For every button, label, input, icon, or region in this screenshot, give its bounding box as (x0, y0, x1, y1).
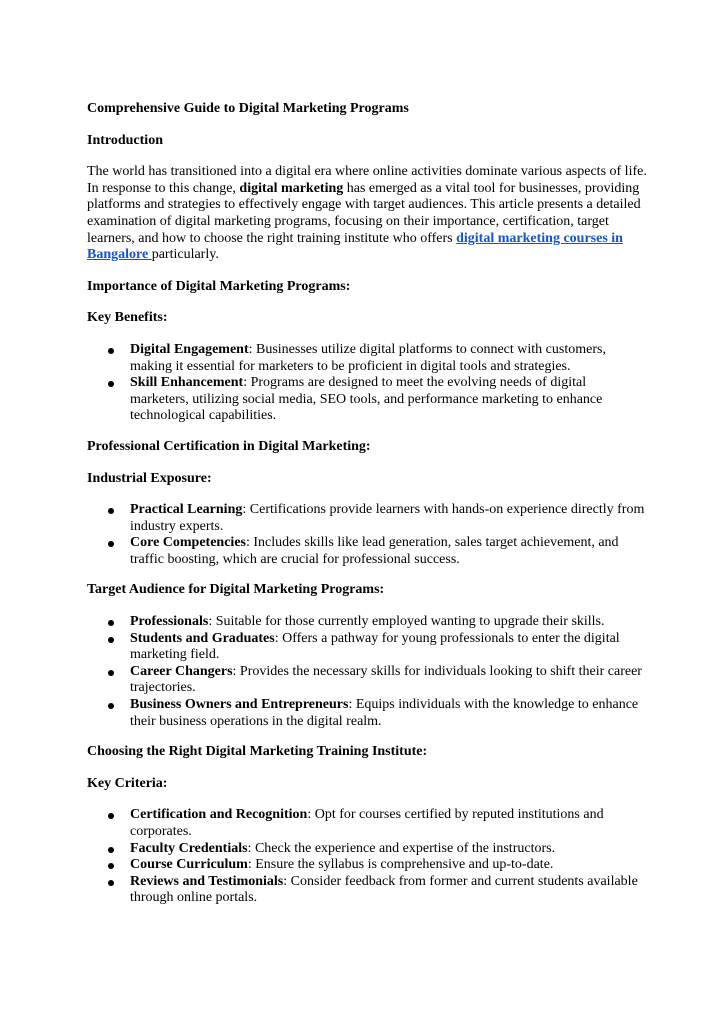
list-item-term: Course Curriculum (130, 857, 248, 873)
list-item-desc: : Offers a pathway for young professionals to enter the digital marketing field. (130, 630, 620, 663)
list-item-desc: : Businesses utilize digital platforms to connect with customers, making it essential for marketers to be proficient in digital tools and strategies. (130, 341, 606, 374)
bullet-icon (108, 381, 114, 387)
intro-paragraph (87, 164, 647, 264)
importance-heading: Importance of Digital Marketing Programs: (87, 278, 351, 294)
bullet-icon (108, 348, 114, 354)
choosing-institute-heading: Choosing the Right Digital Marketing Training Institute: (87, 744, 428, 760)
list-item (130, 874, 647, 907)
bullet-icon (108, 863, 114, 869)
certification-heading: Professional Certification in Digital Marketing: (87, 438, 371, 454)
industrial-exposure-heading: Industrial Exposure: (87, 470, 212, 486)
list-item-term: Career Changers (130, 663, 233, 679)
list-item-desc: : Includes skills like lead generation, sales target achievement, and traffic boosting, which are crucial for professional success. (130, 535, 619, 567)
intro-text-3: particularly. (151, 247, 219, 263)
list-item-desc: : Programs are designed to meet the evolving needs of digital marketers, utilizing social media, SEO tools, and performance marketing to enhance technological capabilities. (130, 375, 603, 424)
list-item-desc: : Provides the necessary skills for individuals looking to shift their career trajectories. (130, 663, 642, 696)
intro-heading: Introduction (87, 132, 163, 148)
bangalore-courses-link[interactable]: digital marketing courses in Bangalore (87, 230, 623, 263)
document-body (87, 101, 647, 921)
list-item (130, 631, 647, 664)
list-item-term: Core Competencies (130, 535, 246, 551)
key-benefits-list (87, 342, 647, 425)
bullet-icon (108, 508, 114, 514)
target-audience-list (87, 614, 647, 730)
bullet-icon (108, 847, 114, 853)
list-item (130, 614, 647, 631)
industrial-exposure-list (87, 502, 647, 568)
list-item (130, 807, 647, 840)
list-item-desc: : Check the experience and expertise of the instructors. (247, 840, 556, 856)
list-item-desc: : Suitable for those currently employed wanting to upgrade their skills. (208, 614, 605, 630)
list-item-desc: : Opt for courses certified by reputed institutions and corporates. (130, 807, 604, 839)
list-item (130, 697, 647, 730)
bullet-icon (108, 541, 114, 547)
list-item-term: Reviews and Testimonials (130, 873, 284, 889)
bullet-icon (108, 880, 114, 886)
list-item-term: Certification and Recognition (130, 807, 308, 823)
list-item (130, 342, 647, 375)
key-criteria-list (87, 807, 647, 907)
list-item-term: Business Owners and Entrepreneurs (130, 697, 349, 713)
intro-bold-term: digital marketing (239, 180, 344, 196)
list-item-term: Faculty Credentials (130, 840, 248, 856)
list-item (130, 841, 647, 858)
key-benefits-heading: Key Benefits: (87, 310, 168, 326)
list-item-term: Students and Graduates (130, 630, 275, 646)
bullet-icon (108, 637, 114, 643)
list-item (130, 502, 647, 535)
target-audience-heading: Target Audience for Digital Marketing Programs: (87, 582, 385, 598)
list-item-term: Practical Learning (130, 502, 243, 518)
bullet-icon (108, 670, 114, 676)
list-item-desc: : Ensure the syllabus is comprehensive and up-to-date. (247, 857, 554, 873)
bullet-icon (108, 620, 114, 626)
document-title: Comprehensive Guide to Digital Marketing Programs (87, 101, 409, 116)
intro-text-2: has emerged as a vital tool for businesses, providing platforms and strategies to effectively engage with target audiences. This article presents a detailed examination of digital marketing programs, focusing on their importance, certification, target learners, and how to choose the right training institute who offers (87, 180, 641, 246)
list-item-term: Digital Engagement (130, 341, 249, 357)
list-item (130, 375, 647, 425)
list-item-desc: : Consider feedback from former and current students available through online portals. (130, 873, 638, 906)
list-item-desc: : Certifications provide learners with hands-on experience directly from industry experts. (130, 502, 645, 534)
bullet-icon (108, 813, 114, 819)
list-item-term: Professionals (130, 614, 209, 630)
key-criteria-heading: Key Criteria: (87, 775, 168, 791)
list-item (130, 664, 647, 697)
list-item-desc: : Equips individuals with the knowledge to enhance their business operations in the digital realm. (130, 697, 639, 729)
bullet-icon (108, 703, 114, 709)
list-item (130, 857, 647, 874)
list-item (130, 535, 647, 568)
intro-text-1: The world has transitioned into a digital era where online activities dominate various aspects of life. In response to this change, (87, 164, 647, 196)
list-item-term: Skill Enhancement (130, 375, 244, 391)
